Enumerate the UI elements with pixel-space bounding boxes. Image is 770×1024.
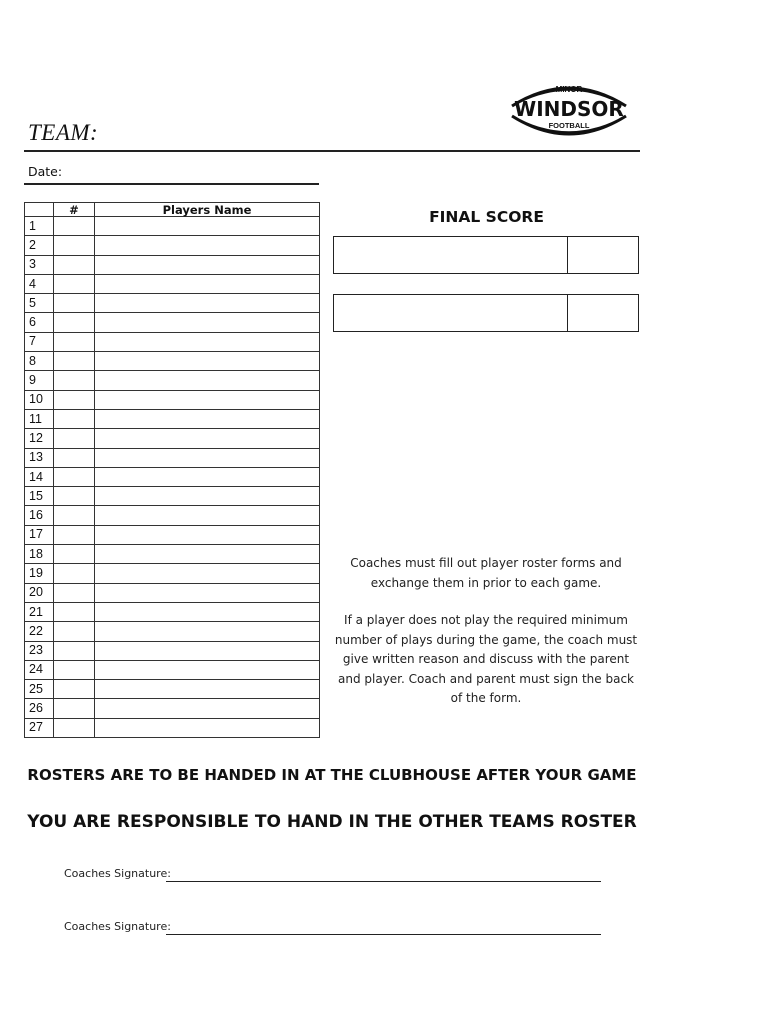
table-row — [25, 641, 320, 660]
roster-row-number: 22 — [25, 622, 54, 641]
score-box-team-1[interactable] — [333, 236, 639, 274]
jersey-number-cell[interactable] — [54, 294, 95, 313]
player-name-cell[interactable] — [95, 429, 320, 448]
table-row — [25, 429, 320, 448]
roster-row-number: 3 — [25, 255, 54, 274]
player-name-cell[interactable] — [95, 699, 320, 718]
jersey-number-cell[interactable] — [54, 660, 95, 679]
date-label: Date: — [28, 164, 63, 179]
score-box-team-2[interactable] — [333, 294, 639, 332]
player-name-cell[interactable] — [95, 332, 320, 351]
other-team-roster-banner: YOU ARE RESPONSIBLE TO HAND IN THE OTHER TEAMS ROSTER — [27, 812, 637, 832]
roster-row-number: 17 — [25, 525, 54, 544]
jersey-number-cell[interactable] — [54, 236, 95, 255]
roster-row-number: 18 — [25, 545, 54, 564]
roster-row-number: 20 — [25, 583, 54, 602]
player-name-cell[interactable] — [95, 680, 320, 699]
table-row — [25, 409, 320, 428]
final-score-title: FINAL SCORE — [429, 208, 544, 226]
table-row — [25, 699, 320, 718]
table-row — [25, 680, 320, 699]
jersey-number-cell[interactable] — [54, 487, 95, 506]
player-name-cell[interactable] — [95, 622, 320, 641]
table-row — [25, 467, 320, 486]
roster-row-number: 8 — [25, 352, 54, 371]
jersey-number-cell[interactable] — [54, 429, 95, 448]
jersey-number-cell[interactable] — [54, 699, 95, 718]
roster-header-jersey: # — [54, 203, 95, 217]
table-row — [25, 274, 320, 293]
roster-row-number: 12 — [25, 429, 54, 448]
player-name-cell[interactable] — [95, 506, 320, 525]
table-row — [25, 564, 320, 583]
roster-row-number: 15 — [25, 487, 54, 506]
table-row — [25, 487, 320, 506]
jersey-number-cell[interactable] — [54, 448, 95, 467]
player-name-cell[interactable] — [95, 467, 320, 486]
jersey-number-cell[interactable] — [54, 217, 95, 236]
table-row — [25, 448, 320, 467]
table-row — [25, 217, 320, 236]
table-row — [25, 332, 320, 351]
roster-row-number: 25 — [25, 680, 54, 699]
player-name-cell[interactable] — [95, 641, 320, 660]
jersey-number-cell[interactable] — [54, 255, 95, 274]
jersey-number-cell[interactable] — [54, 680, 95, 699]
roster-row-number: 1 — [25, 217, 54, 236]
table-row — [25, 718, 320, 737]
table-row — [25, 255, 320, 274]
jersey-number-cell[interactable] — [54, 274, 95, 293]
player-name-cell[interactable] — [95, 525, 320, 544]
table-row — [25, 602, 320, 621]
score-box-divider — [567, 237, 568, 273]
logo-top-text: MINOR — [555, 85, 583, 94]
jersey-number-cell[interactable] — [54, 506, 95, 525]
roster-row-number: 7 — [25, 332, 54, 351]
table-row — [25, 545, 320, 564]
player-name-cell[interactable] — [95, 487, 320, 506]
player-name-cell[interactable] — [95, 718, 320, 737]
jersey-number-cell[interactable] — [54, 583, 95, 602]
jersey-number-cell[interactable] — [54, 371, 95, 390]
player-name-cell[interactable] — [95, 274, 320, 293]
coach-signature-line-2[interactable] — [166, 934, 601, 935]
roster-row-number: 4 — [25, 274, 54, 293]
minimum-plays-note: If a player does not play the required minimum number of plays during the game, the coach must give written reason and discuss with the parent and player. Coach and parent must sign the back of the form. — [334, 613, 638, 705]
roster-row-number: 10 — [25, 390, 54, 409]
player-name-cell[interactable] — [95, 313, 320, 332]
coach-signature-label-2: Coaches Signature: — [64, 920, 171, 933]
roster-row-number: 19 — [25, 564, 54, 583]
logo-main-text: WINDSOR — [514, 97, 624, 121]
roster-row-number: 26 — [25, 699, 54, 718]
clubhouse-banner: ROSTERS ARE TO BE HANDED IN AT THE CLUBHOUSE AFTER YOUR GAME — [27, 766, 637, 784]
table-row — [25, 506, 320, 525]
jersey-number-cell[interactable] — [54, 313, 95, 332]
score-box-divider — [567, 295, 568, 331]
roster-row-number: 5 — [25, 294, 54, 313]
player-name-cell[interactable] — [95, 352, 320, 371]
table-row — [25, 583, 320, 602]
logo-bottom-text: FOOTBALL — [548, 121, 590, 130]
table-row — [25, 371, 320, 390]
jersey-number-cell[interactable] — [54, 332, 95, 351]
coach-signature-label-1: Coaches Signature: — [64, 867, 171, 880]
player-name-cell[interactable] — [95, 409, 320, 428]
player-name-cell[interactable] — [95, 583, 320, 602]
jersey-number-cell[interactable] — [54, 622, 95, 641]
player-name-cell[interactable] — [95, 236, 320, 255]
roster-instructions-note: Coaches must fill out player roster forms and exchange them in prior to each game. — [350, 556, 622, 590]
player-name-cell[interactable] — [95, 294, 320, 313]
player-name-cell[interactable] — [95, 564, 320, 583]
jersey-number-cell[interactable] — [54, 602, 95, 621]
player-name-cell[interactable] — [95, 371, 320, 390]
table-row — [25, 313, 320, 332]
roster-row-number: 23 — [25, 641, 54, 660]
jersey-number-cell[interactable] — [54, 718, 95, 737]
team-label: TEAM: — [28, 120, 99, 145]
roster-row-number: 14 — [25, 467, 54, 486]
jersey-number-cell[interactable] — [54, 564, 95, 583]
team-line[interactable] — [24, 150, 640, 152]
player-name-cell[interactable] — [95, 602, 320, 621]
player-name-cell[interactable] — [95, 448, 320, 467]
table-row — [25, 622, 320, 641]
jersey-number-cell[interactable] — [54, 352, 95, 371]
player-name-cell[interactable] — [95, 545, 320, 564]
jersey-number-cell[interactable] — [54, 467, 95, 486]
roster-row-number: 24 — [25, 660, 54, 679]
jersey-number-cell[interactable] — [54, 641, 95, 660]
roster-row-number: 9 — [25, 371, 54, 390]
roster-row-number: 6 — [25, 313, 54, 332]
table-row — [25, 294, 320, 313]
jersey-number-cell[interactable] — [54, 545, 95, 564]
roster-row-number: 11 — [25, 409, 54, 428]
roster-row-number: 21 — [25, 602, 54, 621]
table-row — [25, 352, 320, 371]
jersey-number-cell[interactable] — [54, 525, 95, 544]
player-name-cell[interactable] — [95, 217, 320, 236]
roster-row-number: 27 — [25, 718, 54, 737]
roster-row-number: 2 — [25, 236, 54, 255]
player-name-cell[interactable] — [95, 255, 320, 274]
table-row — [25, 236, 320, 255]
roster-row-number: 13 — [25, 448, 54, 467]
player-name-cell[interactable] — [95, 660, 320, 679]
table-row — [25, 525, 320, 544]
windsor-minor-football-logo — [508, 76, 630, 144]
table-row — [25, 390, 320, 409]
roster-row-number: 16 — [25, 506, 54, 525]
coach-signature-line-1[interactable] — [166, 881, 601, 882]
roster-header-player-name: Players Name — [95, 203, 320, 217]
jersey-number-cell[interactable] — [54, 409, 95, 428]
date-line[interactable] — [24, 183, 319, 185]
player-name-cell[interactable] — [95, 390, 320, 409]
jersey-number-cell[interactable] — [54, 390, 95, 409]
table-row — [25, 660, 320, 679]
roster-header-row-number — [25, 203, 54, 217]
roster-table — [24, 202, 320, 738]
roster-header-row — [25, 203, 320, 217]
